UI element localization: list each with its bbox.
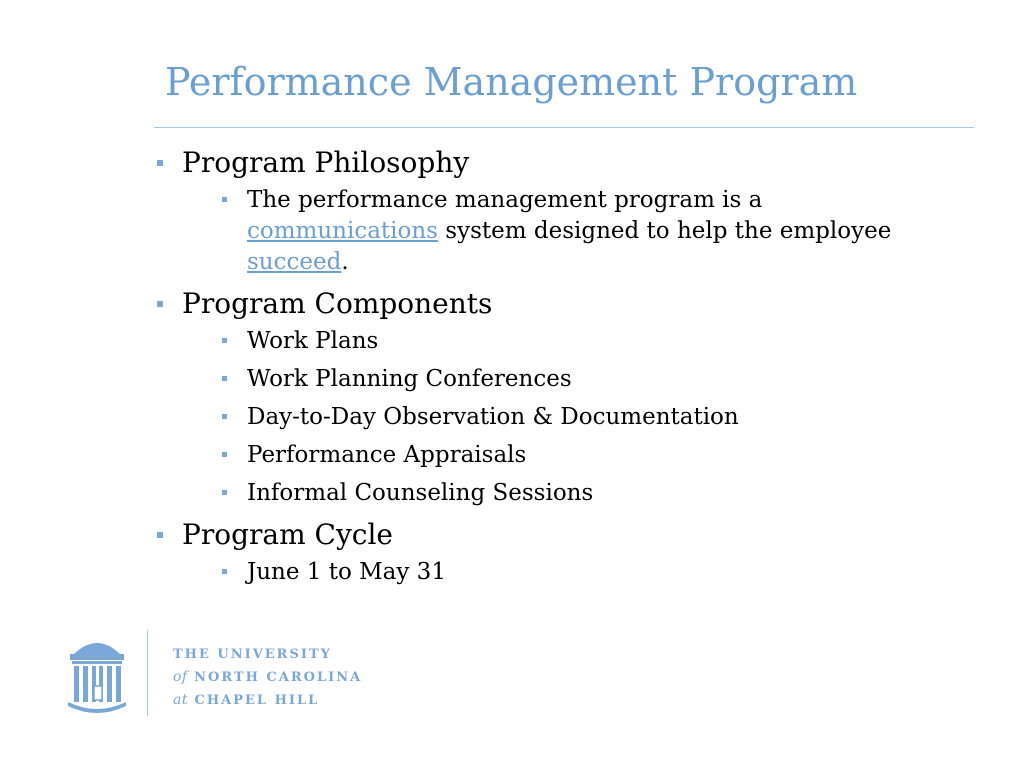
- section-heading: Program Philosophy: [182, 146, 470, 179]
- slide-content: [155, 145, 945, 596]
- sub-bullet-item: [182, 440, 945, 471]
- text-part: .: [341, 249, 349, 275]
- wordmark-line-3: [173, 689, 362, 712]
- sub-bullet-item: [182, 364, 945, 395]
- wordmark-line-2: [173, 666, 362, 689]
- bullet-program-components: [155, 286, 945, 509]
- square-bullet-icon: [222, 569, 227, 574]
- philosophy-text: [220, 185, 945, 278]
- wordmark-line-1: THE UNIVERSITY: [173, 647, 332, 662]
- square-bullet-icon: [222, 376, 227, 381]
- wordmark-text: CHAPEL HILL: [194, 693, 320, 708]
- square-bullet-icon: [222, 338, 227, 343]
- square-bullet-icon: [157, 301, 163, 307]
- wordmark-prefix: at: [173, 692, 188, 708]
- section-heading: Program Components: [182, 287, 493, 320]
- footer-divider: [147, 630, 148, 716]
- text-part: system designed to help the employee: [438, 218, 892, 244]
- sub-bullet-text: Performance Appraisals: [247, 442, 527, 468]
- succeed-link[interactable]: succeed: [247, 249, 342, 275]
- sub-bullet-item: [182, 478, 945, 509]
- sub-bullet-list: [182, 185, 945, 278]
- square-bullet-icon: [157, 532, 163, 538]
- wordmark-text: NORTH CAROLINA: [194, 670, 363, 685]
- square-bullet-icon: [222, 452, 227, 457]
- bullet-program-philosophy: [155, 145, 945, 278]
- sub-bullet-item: [182, 557, 945, 588]
- square-bullet-icon: [222, 414, 227, 419]
- section-heading: Program Cycle: [182, 518, 393, 551]
- square-bullet-icon: [157, 160, 163, 166]
- sub-bullet-list: [182, 326, 945, 509]
- sub-bullet-item: [182, 402, 945, 433]
- square-bullet-icon: [222, 490, 227, 495]
- square-bullet-icon: [222, 197, 227, 202]
- slide-title: Performance Management Program: [165, 60, 858, 104]
- bullet-program-cycle: [155, 517, 945, 588]
- sub-bullet-list: [182, 557, 945, 588]
- old-well-icon: [66, 636, 128, 718]
- text-part: The performance management program is a: [247, 187, 763, 213]
- sub-bullet-text: Work Plans: [247, 328, 379, 354]
- sub-bullet-text: June 1 to May 31: [247, 559, 446, 585]
- wordmark-prefix: of: [173, 669, 188, 685]
- bullet-list: [155, 145, 945, 588]
- sub-bullet-text: Informal Counseling Sessions: [247, 480, 594, 506]
- title-divider: [154, 127, 974, 128]
- sub-bullet-item: [182, 185, 945, 278]
- sub-bullet-item: [182, 326, 945, 357]
- sub-bullet-text: Work Planning Conferences: [247, 366, 572, 392]
- communications-link[interactable]: communications: [247, 218, 438, 244]
- sub-bullet-text: Day-to-Day Observation & Documentation: [247, 404, 739, 430]
- university-wordmark: [173, 643, 362, 712]
